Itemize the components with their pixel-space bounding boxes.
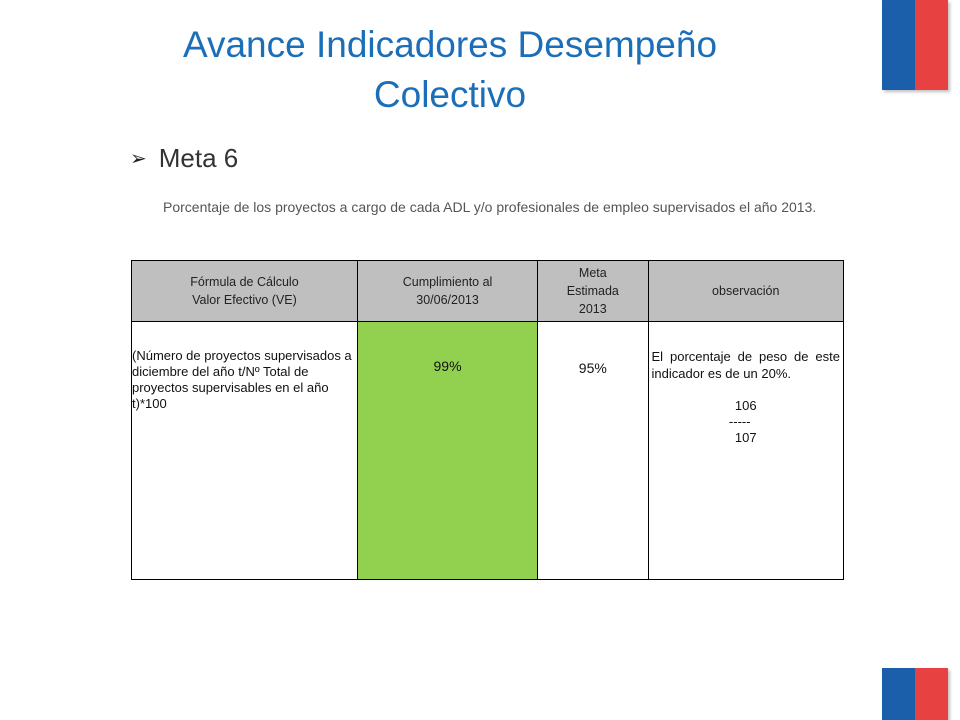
fraction-numerator: 106 [734,398,757,413]
meta-heading-text: Meta 6 [158,143,239,173]
meta-description: Porcentaje de los proyectos a cargo de cada ADL y/o profesionales de empleo supervisados el año 2013. [163,199,817,215]
header-cumplimiento [357,261,537,322]
header-observacion: observación [648,261,843,322]
header-meta-line2: Estimada [566,284,619,298]
flag-top-decoration [882,0,948,90]
meta-heading [130,143,238,174]
title-line-2: Colectivo [373,74,527,115]
table-header-row [132,261,844,322]
table-row [132,322,844,580]
arrow-bullet-icon: ➢ [130,148,147,170]
fraction-separator: ----- [728,414,751,429]
page-title [100,20,800,120]
title-line-1: Avance Indicadores Desempeño [182,24,718,65]
header-cumplimiento-line1: Cumplimiento al [402,275,493,289]
header-formula [132,261,358,322]
observacion-fraction [652,398,840,446]
cell-cumplimiento: 99% [357,322,537,580]
header-meta [538,261,648,322]
header-formula-line1: Fórmula de Cálculo [190,275,299,289]
fraction-denominator: 107 [734,430,757,445]
header-meta-line1: Meta [578,266,607,280]
cell-observacion [648,322,843,580]
observacion-text: El porcentaje de peso de este indicador es de un 20%. [651,349,840,381]
indicator-table [131,260,844,580]
header-cumplimiento-line2: 30/06/2013 [416,293,479,307]
header-formula-line2: Valor Efectivo (VE) [192,293,297,307]
flag-bottom-decoration [882,668,948,720]
cell-formula: (Número de proyectos supervisados a diciembre del año t/Nº Total de proyectos supervisables en el año t)*100 [132,322,358,580]
cell-meta: 95% [538,322,648,580]
header-meta-line3: 2013 [578,302,607,316]
